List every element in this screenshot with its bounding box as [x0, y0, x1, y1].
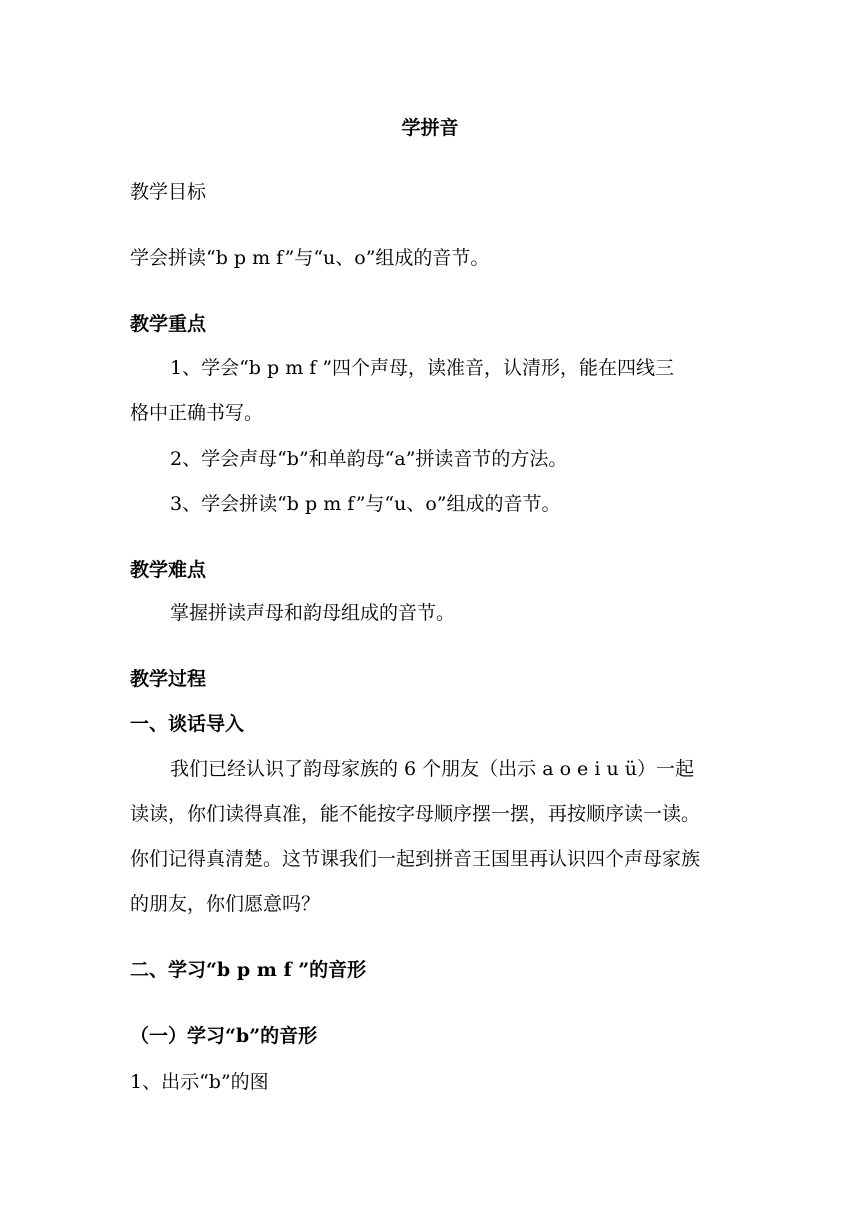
key-point-3: 3、学会拼读“b p m f”与“u、o”组成的音节。	[170, 493, 561, 515]
difficulties-text: 掌握拼读声母和韵母组成的音节。	[170, 602, 456, 624]
section2-heading: 二、学习“b p m f ”的音形	[130, 959, 367, 981]
document-title: 学拼音	[401, 117, 459, 139]
process-heading: 教学过程	[130, 668, 207, 690]
section2-step1: 1、出示“b”的图	[130, 1071, 269, 1093]
key-point-2: 2、学会声母“b”和单韵母“a”拼读音节的方法。	[170, 448, 568, 470]
objectives-text: 学会拼读“b p m f”与“u、o”组成的音节。	[130, 247, 490, 269]
section2-sub1: （一）学习“b”的音形	[130, 1025, 318, 1047]
section1-line-4: 的朋友，你们愿意吗？	[130, 893, 321, 915]
key-points-heading: 教学重点	[130, 313, 207, 335]
section1-heading: 一、谈话导入	[130, 713, 245, 735]
key-point-1-line1: 1、学会“b p m f ”四个声母，读准音，认清形，能在四线三	[170, 357, 675, 379]
section1-line-2: 读读，你们读得真准，能不能按字母顺序摆一摆，再按顺序读一读。	[130, 803, 701, 825]
section1-line-1: 我们已经认识了韵母家族的 6 个朋友（出示 a o e i u ü）一起	[170, 758, 694, 780]
difficulties-heading: 教学难点	[130, 559, 207, 581]
section1-line-3: 你们记得真清楚。这节课我们一起到拼音王国里再认识四个声母家族	[130, 848, 701, 870]
key-point-1-line2: 格中正确书写。	[130, 402, 264, 424]
objectives-heading: 教学目标	[130, 181, 207, 203]
